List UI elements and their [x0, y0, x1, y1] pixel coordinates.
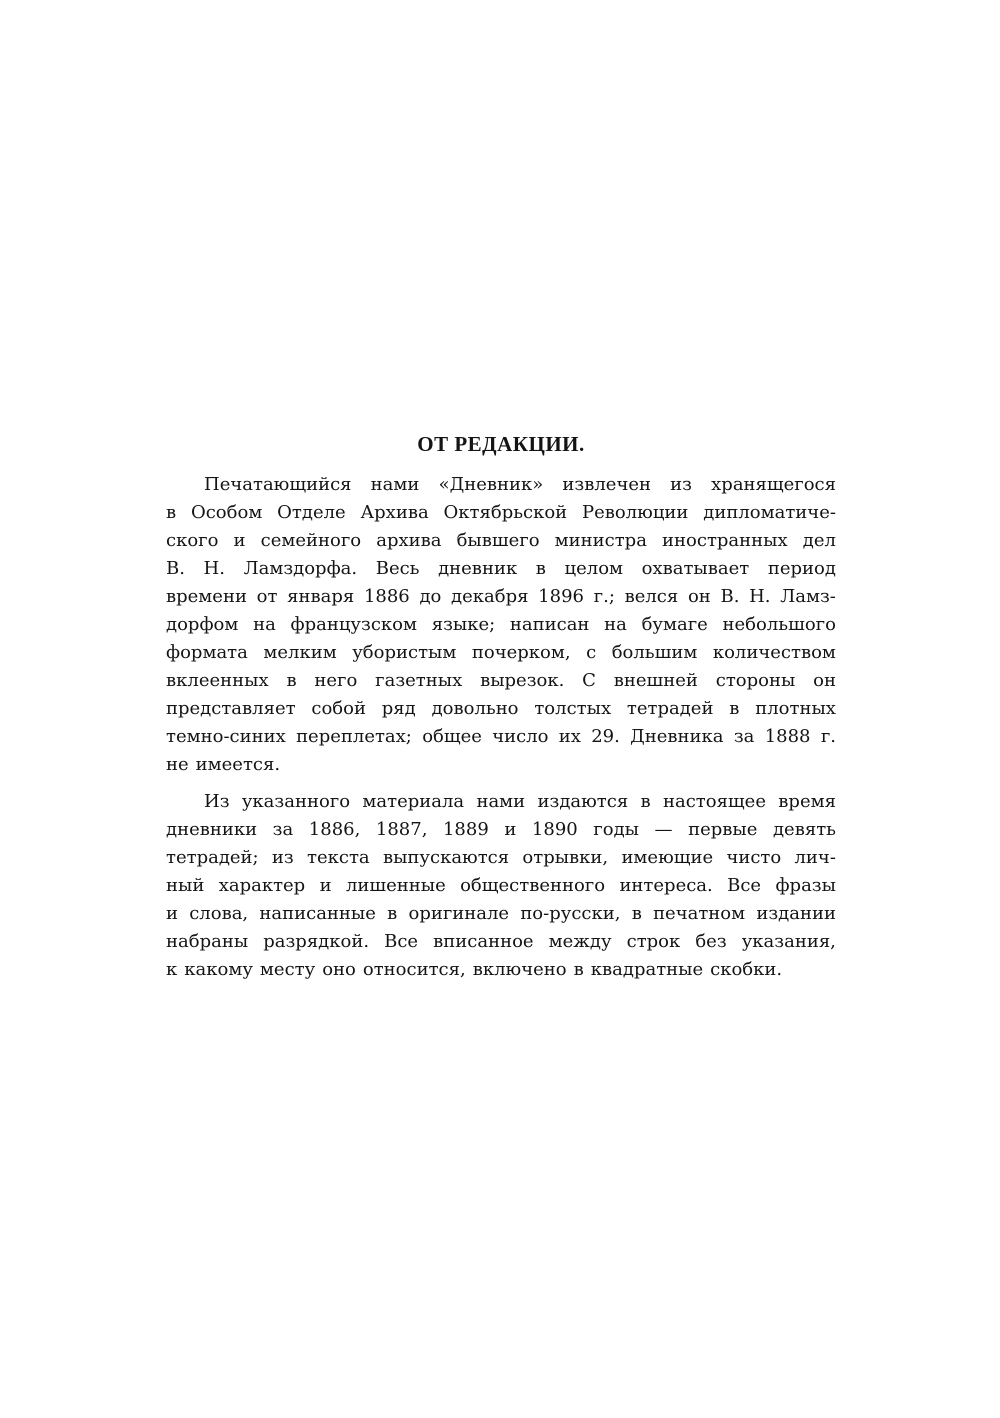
- word: 1886: [363, 586, 410, 607]
- word: общее: [422, 726, 482, 747]
- word: набраны: [166, 931, 249, 952]
- word: него: [314, 670, 358, 691]
- word: 1896: [538, 586, 584, 607]
- word: за: [272, 819, 294, 840]
- word: печатном: [653, 903, 746, 924]
- text-line: [166, 499, 836, 527]
- word: их: [558, 726, 581, 747]
- word: в: [166, 502, 177, 523]
- word: внешней: [613, 670, 698, 691]
- word: Печатающийся: [204, 474, 352, 495]
- word: имеющие: [621, 847, 714, 868]
- word: включено: [472, 959, 567, 980]
- word: отрывки,: [522, 847, 609, 868]
- word: В.: [166, 558, 185, 579]
- word: и: [504, 819, 517, 840]
- text-line: [166, 928, 836, 956]
- text-line: [166, 471, 836, 499]
- word: с: [586, 642, 597, 663]
- word: материала: [362, 791, 465, 812]
- word: какому: [184, 959, 253, 980]
- word: С: [582, 670, 596, 691]
- word: Все: [727, 875, 762, 896]
- word: не: [166, 754, 189, 775]
- word: собой: [311, 698, 366, 719]
- word: относится,: [362, 959, 466, 980]
- word: в: [631, 903, 642, 924]
- text-line: [166, 900, 836, 928]
- word: темно-синих: [166, 726, 286, 747]
- text-line: [166, 788, 836, 816]
- word: оригинале: [408, 903, 510, 924]
- word: Все: [384, 931, 419, 952]
- word: Н.: [749, 586, 771, 607]
- word: фразы: [775, 875, 836, 896]
- word: 1886,: [308, 819, 361, 840]
- word: Дневника: [630, 726, 724, 747]
- word: до: [419, 586, 442, 607]
- word: вырезок.: [480, 670, 565, 691]
- text-line: [166, 667, 836, 695]
- word: девять: [772, 819, 836, 840]
- word: интереса.: [619, 875, 713, 896]
- word: дел: [802, 530, 836, 551]
- page-title: ОТ РЕДАКЦИИ.: [417, 432, 585, 456]
- word: плотных: [755, 698, 836, 719]
- word: извлечен: [562, 474, 651, 495]
- text-line: [166, 555, 836, 583]
- word: «Дневник»: [438, 474, 544, 495]
- word: к: [166, 959, 178, 980]
- text-line: [166, 611, 836, 639]
- word: лич-: [794, 847, 836, 868]
- word: переплетах;: [296, 726, 412, 747]
- paragraph-1: [166, 471, 836, 779]
- word: целом: [564, 558, 624, 579]
- word: первые: [688, 819, 758, 840]
- word: семейного: [260, 530, 362, 551]
- word: чисто: [726, 847, 782, 868]
- word: Революции: [582, 502, 689, 523]
- word: указанного: [241, 791, 351, 812]
- word: дневник: [438, 558, 518, 579]
- word: министра: [554, 530, 647, 551]
- text-line: [166, 583, 836, 611]
- word: месту: [259, 959, 316, 980]
- word: французском: [290, 614, 418, 635]
- word: по-русски,: [520, 903, 621, 924]
- word: декабря: [451, 586, 529, 607]
- word: из: [271, 847, 294, 868]
- word: период: [767, 558, 836, 579]
- word: выпускаются: [382, 847, 510, 868]
- word: в: [535, 558, 546, 579]
- word: Ламз-: [780, 586, 836, 607]
- word: в: [573, 959, 584, 980]
- word: языке;: [431, 614, 496, 635]
- text-line: [166, 695, 836, 723]
- word: квадратные: [590, 959, 704, 980]
- word: вписанное: [433, 931, 534, 952]
- word: дипломатиче-: [703, 502, 836, 523]
- word: из: [670, 474, 692, 495]
- word: он: [687, 586, 711, 607]
- word: Ламздорфа.: [243, 558, 358, 579]
- word: формата: [166, 642, 248, 663]
- word: ный: [166, 875, 205, 896]
- word: времени: [166, 586, 247, 607]
- word: нами: [370, 474, 420, 495]
- word: почерком,: [471, 642, 571, 663]
- text-line: [166, 816, 836, 844]
- word: скобки.: [710, 959, 783, 980]
- word: в: [387, 903, 398, 924]
- word: общественного: [460, 875, 606, 896]
- word: Отделе: [277, 502, 346, 523]
- word: представляет: [166, 698, 296, 719]
- word: января: [287, 586, 355, 607]
- word: число: [492, 726, 549, 747]
- text-line: [166, 527, 836, 555]
- word: велся: [624, 586, 679, 607]
- word: 1889: [442, 819, 489, 840]
- word: тетрадей;: [166, 847, 259, 868]
- word: Октябрьской: [443, 502, 568, 523]
- word: большим: [611, 642, 698, 663]
- word: Из: [204, 791, 230, 812]
- word: на: [604, 614, 627, 635]
- word: лишенные: [345, 875, 446, 896]
- word: охватывает: [641, 558, 750, 579]
- word: разрядкой.: [263, 931, 370, 952]
- word: слова,: [189, 903, 249, 924]
- word: 1887,: [375, 819, 428, 840]
- text-line: [166, 956, 836, 984]
- paragraph-2: [166, 788, 836, 984]
- text-line: [166, 844, 836, 872]
- word: и: [319, 875, 332, 896]
- word: Особом: [190, 502, 263, 523]
- word: от: [256, 586, 278, 607]
- text-line: [166, 751, 836, 779]
- word: он: [813, 670, 836, 691]
- word: и: [166, 903, 178, 924]
- word: издании: [756, 903, 836, 924]
- text-line: [166, 723, 836, 751]
- word: тетрадей: [626, 698, 714, 719]
- word: строк: [626, 931, 681, 952]
- text-line: [166, 872, 836, 900]
- word: характер: [218, 875, 306, 896]
- word: Н.: [203, 558, 225, 579]
- word: стороны: [715, 670, 796, 691]
- word: дорфом: [166, 614, 239, 635]
- word: в: [286, 670, 297, 691]
- word: настоящее: [662, 791, 766, 812]
- word: бумаге: [641, 614, 708, 635]
- word: 29.: [591, 726, 620, 747]
- word: и: [233, 530, 246, 551]
- word: бывшего: [456, 530, 540, 551]
- word: между: [548, 931, 612, 952]
- word: написан: [509, 614, 590, 635]
- word: Весь: [375, 558, 420, 579]
- word: ряд: [381, 698, 416, 719]
- word: В.: [720, 586, 740, 607]
- word: количеством: [712, 642, 836, 663]
- word: иностранных: [662, 530, 788, 551]
- word: г.;: [593, 586, 615, 607]
- word: имеется.: [195, 754, 281, 775]
- word: в: [729, 698, 740, 719]
- word: оно: [322, 959, 356, 980]
- text-line: [166, 639, 836, 667]
- word: ского: [166, 530, 219, 551]
- word: небольшого: [722, 614, 836, 635]
- word: в: [640, 791, 651, 812]
- word: нами: [476, 791, 526, 812]
- word: г.: [820, 726, 836, 747]
- word: дневники: [166, 819, 258, 840]
- word: без: [695, 931, 727, 952]
- word: Архива: [360, 502, 429, 523]
- word: 1890: [531, 819, 578, 840]
- word: написанные: [259, 903, 376, 924]
- word: архива: [376, 530, 442, 551]
- word: 1888: [764, 726, 811, 747]
- page-text-block: [166, 432, 836, 984]
- word: газетных: [375, 670, 463, 691]
- word: указания,: [741, 931, 836, 952]
- word: текста: [307, 847, 370, 868]
- word: хранящегося: [711, 474, 836, 495]
- word: за: [733, 726, 755, 747]
- word: на: [253, 614, 276, 635]
- word: годы: [593, 819, 639, 840]
- word: довольно: [431, 698, 519, 719]
- word: издаются: [537, 791, 629, 812]
- word: время: [778, 791, 836, 812]
- word: —: [654, 819, 673, 840]
- word: толстых: [534, 698, 612, 719]
- word: вклеенных: [166, 670, 269, 691]
- word: убористым: [352, 642, 457, 663]
- word: мелким: [263, 642, 337, 663]
